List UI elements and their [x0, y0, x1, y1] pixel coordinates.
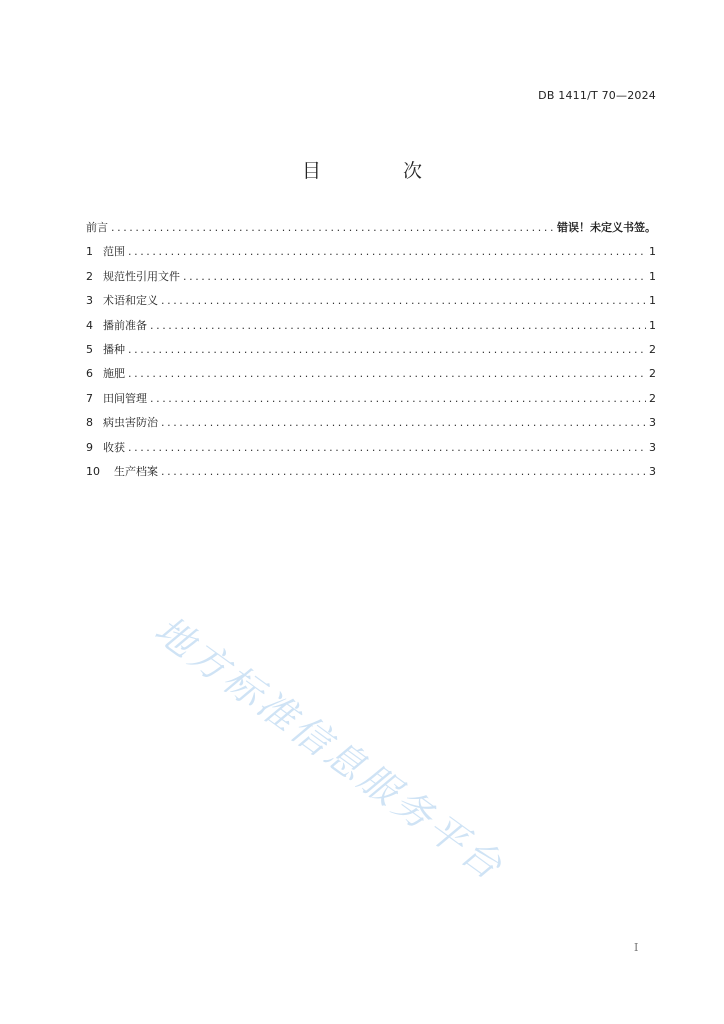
- toc-entry-label: 播种: [103, 342, 125, 356]
- toc-leader-dots: [128, 343, 646, 356]
- toc-entry-number: 9: [86, 440, 93, 454]
- page-number: I: [634, 941, 639, 954]
- toc-entry-page: 1: [649, 294, 656, 308]
- toc-entry-label: 生产档案: [114, 464, 158, 478]
- toc-title: 目 次: [301, 160, 461, 182]
- toc-entry-page: 错误！未定义书签。: [557, 221, 656, 234]
- toc-entry-foreword[interactable]: [86, 219, 656, 243]
- toc-entry-label: 术语和定义: [103, 294, 158, 308]
- toc-entry-number: 8: [86, 416, 93, 430]
- toc-entry-number: 6: [86, 367, 93, 381]
- toc-entry-number: 5: [86, 342, 93, 356]
- toc-entry-scope[interactable]: [86, 243, 656, 267]
- toc-entry-harvest[interactable]: [86, 439, 656, 463]
- toc-entry-label: 范围: [103, 245, 125, 259]
- watermark: 地方标准信息服务平台: [146, 607, 513, 890]
- toc-leader-dots: [150, 319, 646, 332]
- toc-entry-number: 3: [86, 294, 93, 308]
- toc-entry-page: 3: [649, 464, 656, 478]
- toc-entry-label: 田间管理: [103, 391, 147, 405]
- toc-entry-fertilization[interactable]: [86, 365, 656, 389]
- toc-entry-pest-control[interactable]: [86, 414, 656, 438]
- toc-leader-dots: [150, 392, 646, 405]
- toc-entry-page: 3: [649, 416, 656, 430]
- toc-entry-page: 3: [649, 440, 656, 454]
- toc-entry-number: 2: [86, 269, 93, 283]
- toc-entry-label: 规范性引用文件: [103, 269, 180, 283]
- toc-entry-number: 1: [86, 245, 93, 259]
- toc-entry-page: 1: [649, 245, 656, 259]
- toc-leader-dots: [161, 416, 646, 429]
- toc-entry-page: 1: [649, 318, 656, 332]
- toc-leader-dots: [183, 270, 646, 283]
- table-of-contents: [86, 219, 656, 487]
- toc-entry-number: 10: [86, 464, 100, 478]
- toc-entry-page: 2: [649, 391, 656, 405]
- toc-leader-dots: [161, 294, 646, 307]
- toc-entry-page: 1: [649, 269, 656, 283]
- toc-entry-sowing[interactable]: [86, 341, 656, 365]
- toc-entry-label: 收获: [103, 440, 125, 454]
- toc-leader-dots: [111, 221, 554, 234]
- toc-entry-number: 7: [86, 391, 93, 405]
- toc-entry-label: 前言: [86, 221, 108, 234]
- toc-leader-dots: [161, 465, 646, 478]
- toc-entry-label: 播前准备: [103, 318, 147, 332]
- toc-entry-number: 4: [86, 318, 93, 332]
- toc-entry-production-records[interactable]: [86, 463, 656, 487]
- toc-leader-dots: [128, 245, 646, 258]
- toc-leader-dots: [128, 367, 646, 380]
- toc-entry-pre-sowing[interactable]: [86, 317, 656, 341]
- toc-entry-page: 2: [649, 342, 656, 356]
- toc-entry-field-management[interactable]: [86, 390, 656, 414]
- toc-entry-terms-definitions[interactable]: [86, 292, 656, 316]
- toc-entry-label: 施肥: [103, 367, 125, 381]
- toc-leader-dots: [128, 441, 646, 454]
- toc-entry-label: 病虫害防治: [103, 416, 158, 430]
- toc-entry-normative-references[interactable]: [86, 268, 656, 292]
- document-code: DB 1411/T 70—2024: [538, 89, 656, 102]
- toc-entry-page: 2: [649, 367, 656, 381]
